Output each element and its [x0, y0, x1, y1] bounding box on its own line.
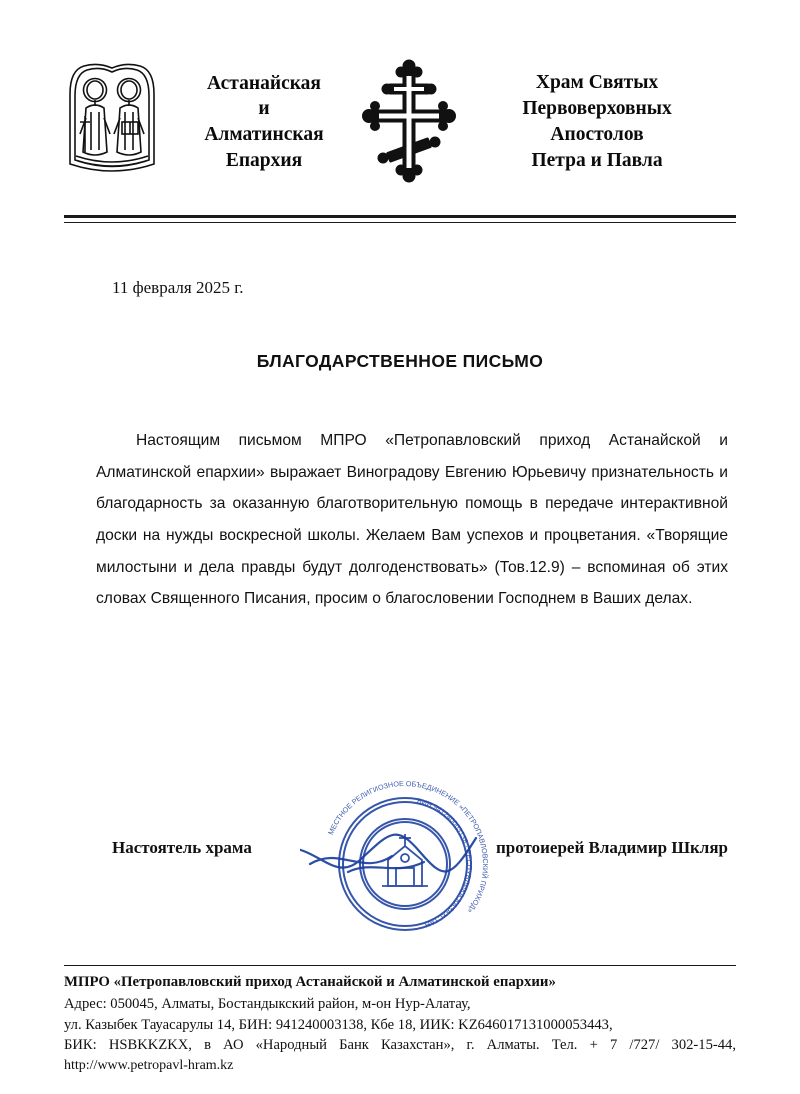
- document-date: 11 февраля 2025 г.: [112, 278, 244, 297]
- diocese-line-2: и: [258, 98, 270, 120]
- church-line-2: Первоверховных: [522, 97, 672, 119]
- church-line-4: Петра и Павла: [531, 150, 663, 172]
- church-name: [464, 70, 736, 175]
- footer-address-line-1: Адрес: 050045, Алматы, Бостандыкский район, м-он Нур-Алатау,: [64, 996, 471, 1012]
- letterhead-center: [354, 54, 464, 190]
- signature-name: протоиерей Владимир Шкляр: [495, 838, 728, 857]
- document-body: Настоящим письмом МПРО «Петропавловский приход Астанайской и Алматинской епархии» выражает Виноградову Евгению Юрьевичу признательность и благодарность за оказанную благотворительную помощь в передаче интерактивной доски на нужды воскресной школы. Желаем Вам успехов и процветания. «Творящие милостыни и дела правды будут долгоденствовать» (Тов.12.9) – вспоминая об этих словах Священного Писания, просим о благословении Господнем в Ваших делах.: [96, 432, 728, 608]
- document-title: БЛАГОДАРСТВЕННОЕ ПИСЬМО: [256, 351, 544, 371]
- svg-text:БИН 941240003138 · РЕСПУБЛИКА: БИН 941240003138 · РЕСПУБЛИКА КАЗАХСТАН: [416, 796, 475, 930]
- church-line-1: Храм Святых: [535, 71, 659, 93]
- footer-website-link[interactable]: http://www.petropavl-hram.kz: [64, 1058, 234, 1074]
- header-divider-thick: [64, 215, 736, 218]
- svg-text:МЕСТНОЕ РЕЛИГИОЗНОЕ ОБЪЕДИНЕНИ: МЕСТНОЕ РЕЛИГИОЗНОЕ ОБЪЕДИНЕНИЕ «ПЕТРОПАВЛОВСКИЙ ПРИХОД»: [326, 778, 491, 915]
- footer-bank-line: БИК: HSBKKZKX, в АО «Народный Банк Казахстан», г. Алматы. Тел. + 7 /727/ 302-15-44,: [64, 1037, 736, 1054]
- diocese-name: [174, 71, 354, 174]
- diocese-line-3: Алматинская: [204, 124, 324, 145]
- letterhead-left: [64, 60, 354, 184]
- footer-divider: [64, 965, 736, 966]
- diocese-line-4: Епархия: [225, 149, 303, 171]
- two-saints-emblem-icon: [64, 60, 160, 184]
- diocese-line-1: Астанайская: [207, 72, 321, 94]
- signature-row: [112, 838, 728, 858]
- signature-role: Настоятель храма: [112, 838, 252, 857]
- footer-address-line-2: ул. Казыбек Тауасарулы 14, БИН: 941240003138, Кбе 18, ИИК: KZ646017131000053443,: [64, 1016, 613, 1033]
- footer: [64, 972, 736, 1076]
- church-line-3: Апостолов: [550, 124, 644, 145]
- orthodox-cross-icon: [361, 54, 457, 190]
- letterhead: [64, 52, 736, 192]
- footer-organization: МПРО «Петропавловский приход Астанайской и Алматинской епархии»: [64, 974, 556, 990]
- header-divider-thin: [64, 222, 736, 223]
